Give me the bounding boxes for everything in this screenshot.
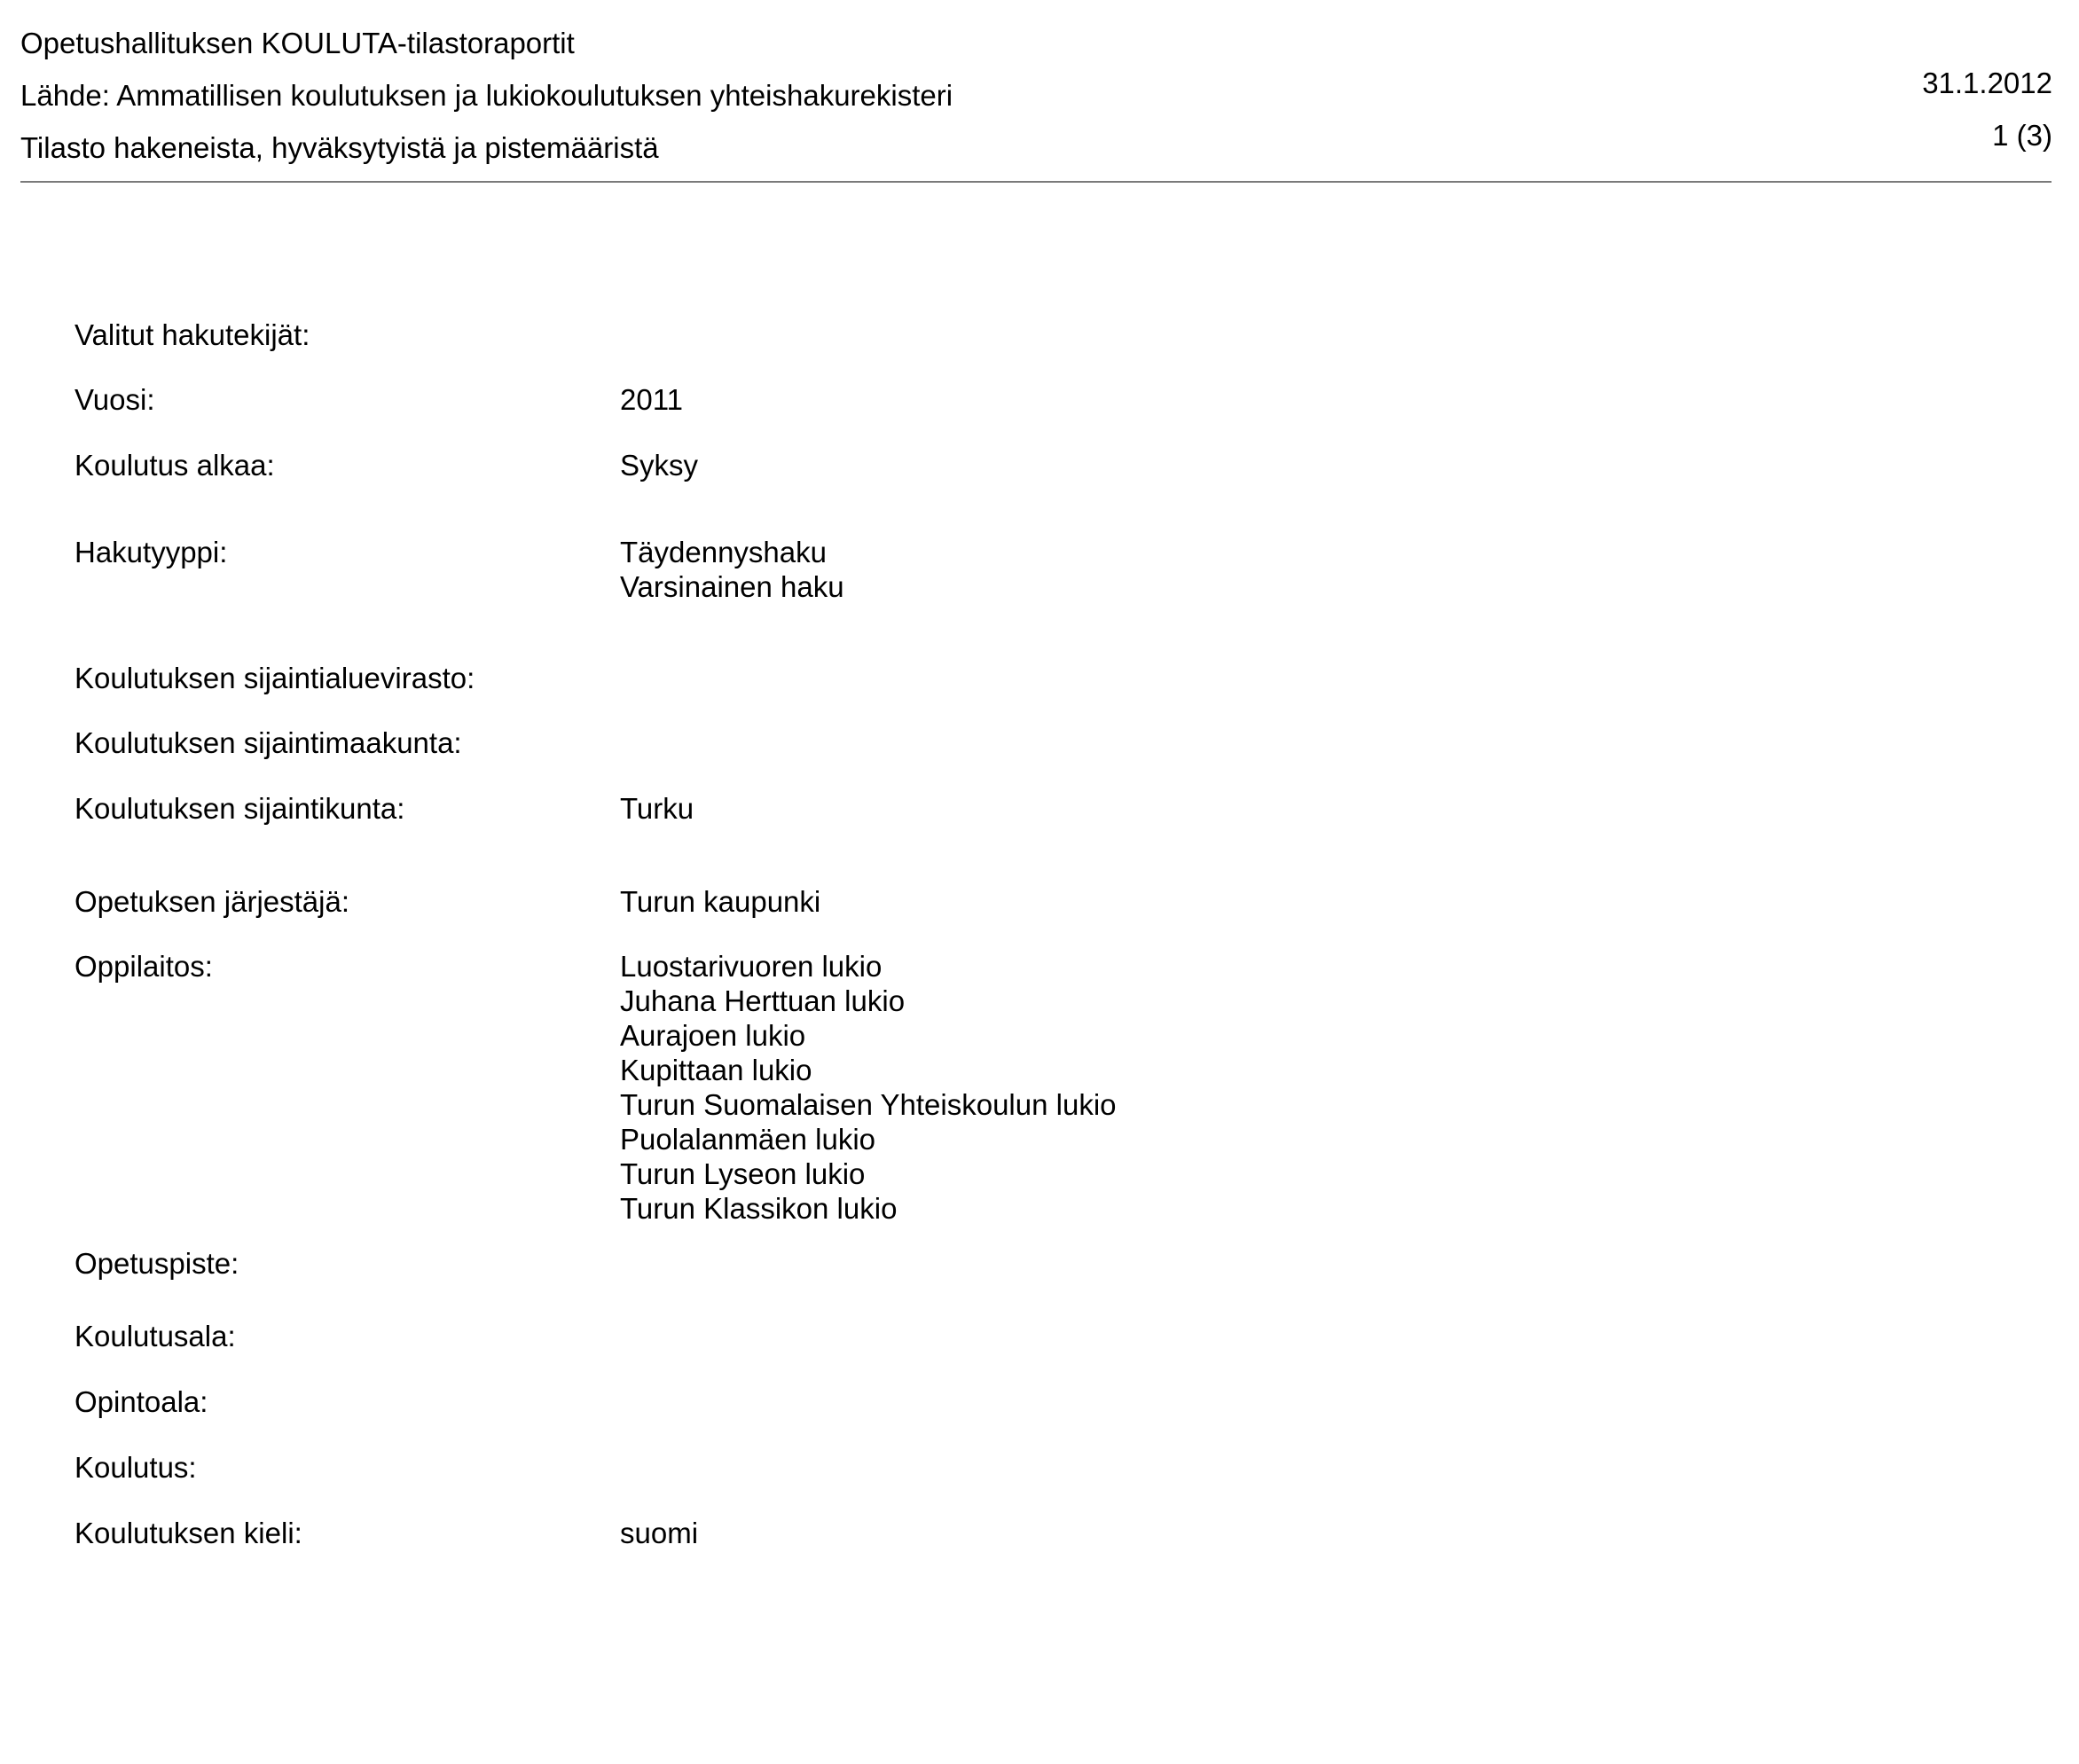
label-jarjestaja: Opetuksen järjestäjä:	[75, 885, 350, 918]
label-opintoala: Opintoala:	[75, 1385, 208, 1418]
list-item: Varsinainen haku	[620, 570, 844, 603]
list-item: Turun Lyseon lukio	[620, 1157, 866, 1190]
report-title: Tilasto hakeneista, hyväksytyistä ja pistemääristä	[20, 131, 659, 164]
list-item: Turun Klassikon lukio	[620, 1192, 898, 1225]
value-hakutyyppi-list	[620, 535, 844, 604]
report-series-title: Opetushallituksen KOULUTA-tilastoraportit	[20, 27, 575, 59]
label-opetuspiste: Opetuspiste:	[75, 1247, 239, 1280]
label-kieli: Koulutuksen kieli:	[75, 1517, 302, 1549]
label-aluevirasto: Koulutuksen sijaintialuevirasto:	[75, 662, 475, 694]
list-item: Turun Suomalaisen Yhteiskoulun lukio	[620, 1088, 1117, 1121]
label-koulutusala: Koulutusala:	[75, 1320, 236, 1352]
value-kunta: Turku	[620, 792, 694, 825]
list-item: Luostarivuoren lukio	[620, 950, 883, 983]
list-item: Juhana Herttuan lukio	[620, 984, 906, 1017]
value-koulutus-alkaa: Syksy	[620, 449, 699, 482]
value-kieli: suomi	[620, 1517, 699, 1549]
criteria-title: Valitut hakutekijät:	[75, 318, 310, 351]
list-item: Puolalanmäen lukio	[620, 1123, 876, 1156]
label-kunta: Koulutuksen sijaintikunta:	[75, 792, 405, 825]
list-item: Aurajoen lukio	[620, 1019, 806, 1052]
list-item: Täydennyshaku	[620, 536, 827, 568]
label-hakutyyppi: Hakutyyppi:	[75, 536, 228, 568]
page-number: 1 (3)	[1992, 119, 2052, 152]
label-vuosi: Vuosi:	[75, 383, 155, 416]
header-divider	[20, 181, 2052, 183]
value-jarjestaja: Turun kaupunki	[620, 885, 821, 918]
label-maakunta: Koulutuksen sijaintimaakunta:	[75, 726, 462, 759]
label-koulutus: Koulutus:	[75, 1451, 197, 1484]
report-source: Lähde: Ammatillisen koulutuksen ja lukiokoulutuksen yhteishakurekisteri	[20, 79, 953, 112]
label-koulutus-alkaa: Koulutus alkaa:	[75, 449, 275, 482]
value-vuosi: 2011	[620, 383, 683, 416]
label-oppilaitos: Oppilaitos:	[75, 950, 213, 983]
report-date: 31.1.2012	[1922, 67, 2052, 99]
value-oppilaitos-list	[620, 949, 1117, 1226]
list-item: Kupittaan lukio	[620, 1054, 812, 1086]
